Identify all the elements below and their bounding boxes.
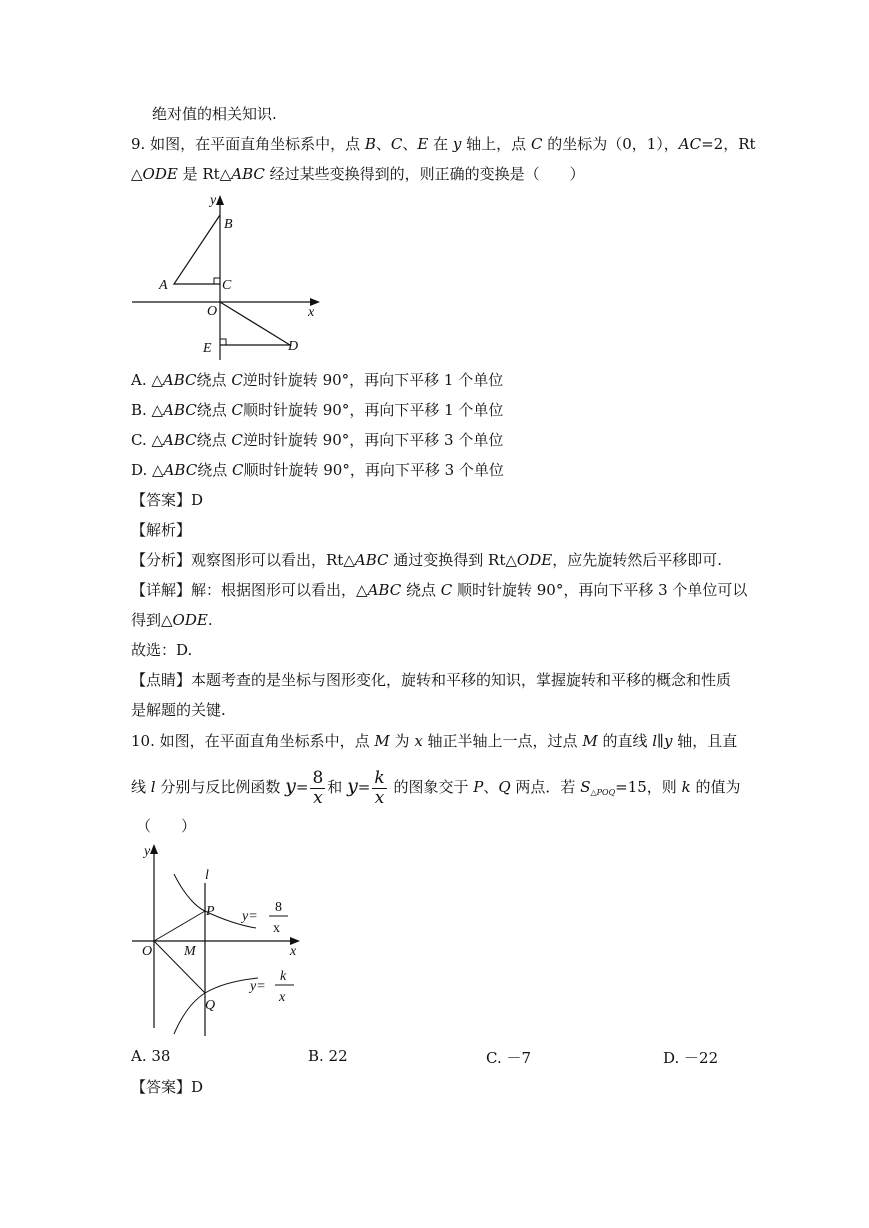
- q10-option-c: C. －7: [486, 1049, 532, 1067]
- fig9-label-C: C: [222, 278, 232, 293]
- q9-figure: [128, 190, 328, 365]
- q10-stem-line2: 线 l 分别与反比例函数 y= $\frac{8}{x}$ 和 y= $\frac{k}{x}$ 的图象交于 P、Q 两点．若 $S_{\triangle POQ}=15$，则 k 的值为: [131, 767, 741, 808]
- fig10-curve1-den: x: [273, 921, 280, 936]
- intro-text: 绝对值的相关知识.: [152, 105, 277, 123]
- fig10-label-y: y: [144, 844, 151, 859]
- fig9-label-B: B: [224, 217, 233, 232]
- q10-option-a: A. 38: [131, 1047, 171, 1065]
- fraction-8-over-x: $\frac{8}{x}$: [312, 767, 324, 808]
- q9-xiangjie-line2: 得到△ODE.: [131, 611, 213, 629]
- fig10-label-l: l: [205, 868, 209, 883]
- q9-choose: 故选：D.: [131, 641, 193, 659]
- q10-option-d: D. －22: [663, 1049, 719, 1067]
- q9-option-a: A. △ABC绕点 C逆时针旋转 90°，再向下平移 1 个单位: [131, 371, 504, 389]
- q10-stem-line1: 10. 如图，在平面直角坐标系中，点 M 为 x 轴正半轴上一点，过点 M 的直线 l∥y 轴，且直: [131, 732, 738, 750]
- fig9-label-O: O: [207, 304, 218, 319]
- q9-dianjing-line2: 是解题的关键.: [131, 701, 226, 719]
- q9-answer: 【答案】D: [131, 491, 204, 509]
- fig9-label-D: D: [288, 339, 299, 354]
- fig9-label-y: y: [210, 193, 217, 208]
- fig10-label-M: M: [184, 944, 196, 959]
- fig9-label-x: x: [308, 305, 315, 320]
- q9-analysis-title: 【解析】: [131, 521, 192, 539]
- fig10-curve2-y: y=: [250, 979, 266, 994]
- q10-figure: [128, 838, 313, 1038]
- q9-dianjing-line1: 【点睛】本题考查的是坐标与图形变化，旋转和平移的知识，掌握旋转和平移的概念和性质: [131, 671, 732, 689]
- fig10-label-O: O: [142, 944, 153, 959]
- q9-stem-line1: 9. 如图，在平面直角坐标系中，点 B、C、E 在 y 轴上，点 C 的坐标为（0，1），AC=2，Rt: [131, 135, 756, 153]
- q9-fenxi: 【分析】观察图形可以看出，Rt△ABC 通过变换得到 Rt△ODE，应先旋转然后平移即可.: [131, 551, 722, 569]
- fraction-k-over-x: $\frac{k}{x}$: [374, 767, 385, 808]
- q10-answer: 【答案】D: [131, 1078, 204, 1096]
- fig9-label-E: E: [203, 341, 212, 356]
- fig10-curve2-den: x: [279, 990, 286, 1005]
- q9-option-c: C. △ABC绕点 C逆时针旋转 90°，再向下平移 3 个单位: [131, 431, 504, 449]
- fig10-curve1-y: y=: [242, 909, 258, 924]
- fig10-curve1-num: 8: [275, 900, 282, 915]
- q9-stem-line2: △ODE 是 Rt△ABC 经过某些变换得到的，则正确的变换是（ ）: [131, 165, 585, 183]
- q10-paren: （ ）: [136, 817, 197, 835]
- q9-option-b: B. △ABC绕点 C顺时针旋转 90°，再向下平移 1 个单位: [131, 401, 504, 419]
- fig10-label-P: P: [206, 904, 215, 919]
- q10-option-b: B. 22: [308, 1047, 348, 1065]
- fig10-curve2-num: k: [280, 969, 287, 984]
- q9-xiangjie-line1: 【详解】解：根据图形可以看出，△ABC 绕点 C 顺时针旋转 90°，再向下平移 3 个单位可以: [131, 581, 748, 599]
- fig10-label-Q: Q: [205, 998, 216, 1013]
- q9-option-d: D. △ABC绕点 C顺时针旋转 90°，再向下平移 3 个单位: [131, 461, 504, 479]
- fig9-label-A: A: [159, 278, 168, 293]
- fig10-label-x: x: [290, 944, 297, 959]
